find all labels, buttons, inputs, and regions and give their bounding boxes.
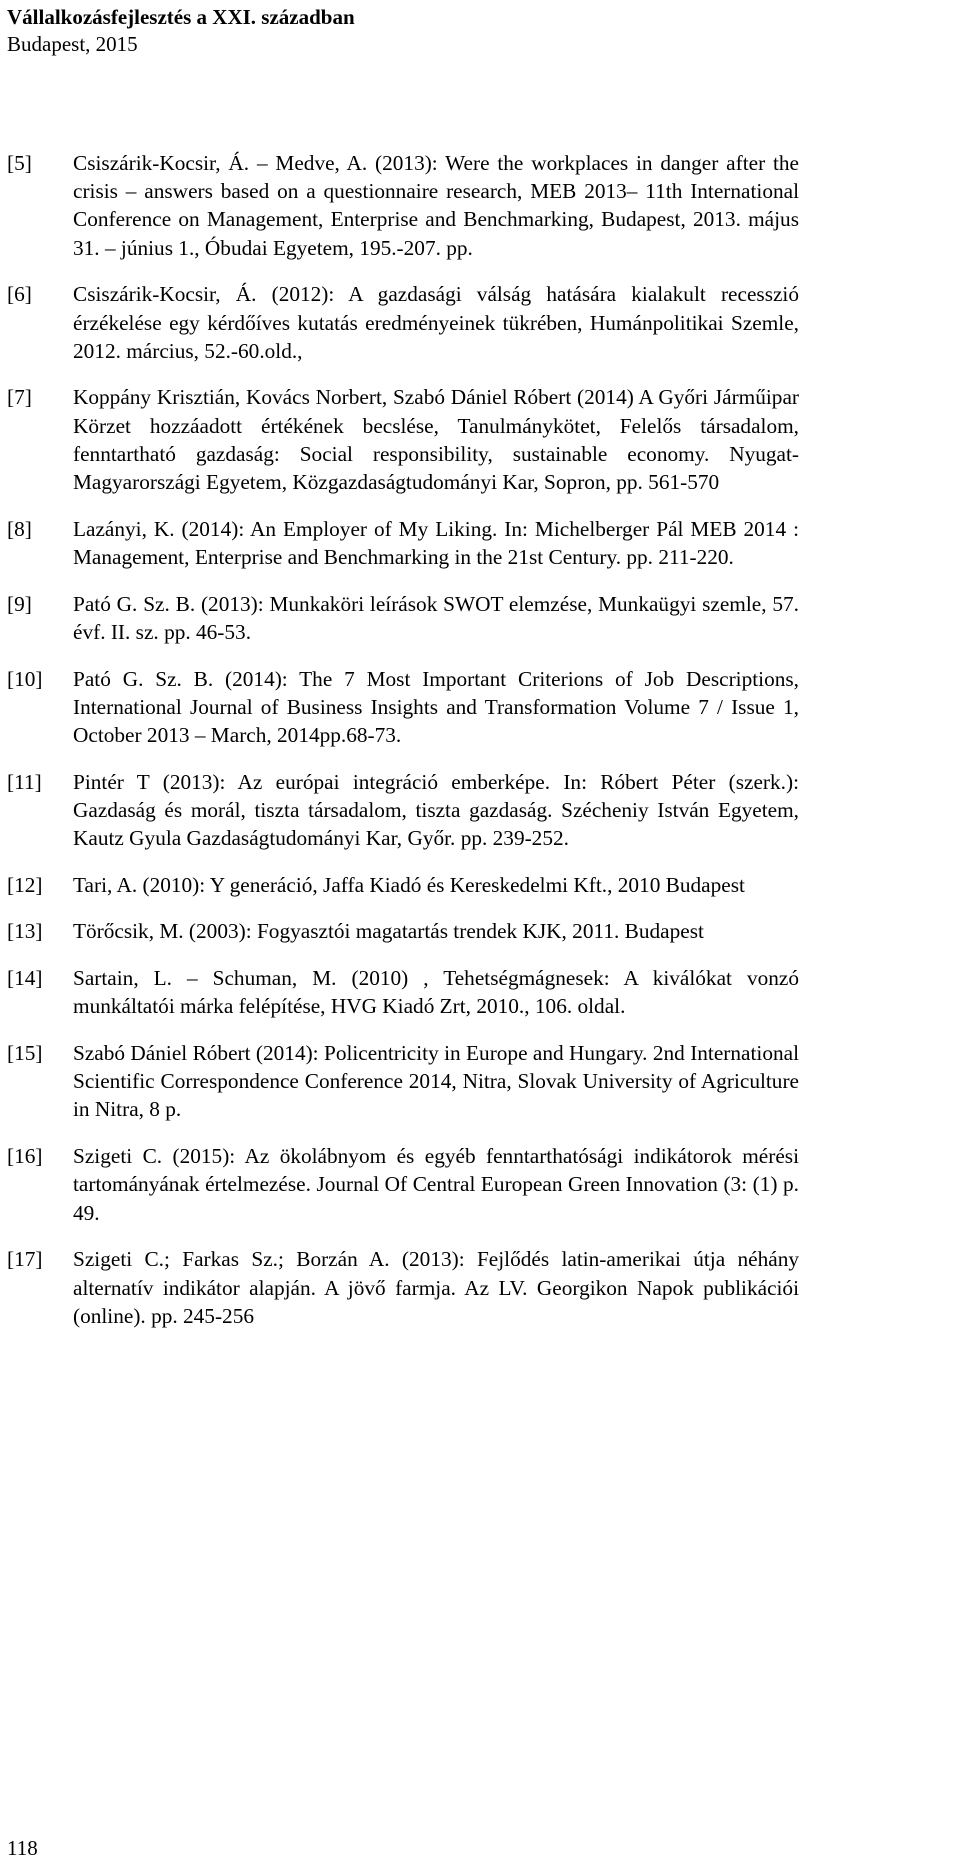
header-subtitle: Budapest, 2015: [7, 32, 138, 56]
page-header: [7, 4, 355, 58]
reference-number: [12]: [7, 872, 43, 897]
reference-number: [13]: [7, 919, 43, 944]
reference-text: Törőcsik, M. (2003): Fogyasztói magatartás trendek KJK, 2011. Budapest: [73, 919, 704, 944]
reference-number: [10]: [7, 666, 43, 691]
reference-item: [7, 1039, 799, 1124]
reference-number: [15]: [7, 1041, 43, 1066]
reference-text: Lazányi, K. (2014): An Employer of My Liking. In: Michelberger Pál MEB 2014 : Management, Enterprise and Benchmarking in the 21st Century. pp. 211-220.: [73, 516, 799, 569]
reference-number: [5]: [7, 151, 32, 175]
header-title: Vállalkozásfejlesztés a XXI. században: [7, 5, 355, 29]
page-number: 118: [7, 1836, 38, 1860]
reference-item: [7, 590, 799, 646]
reference-number: [17]: [7, 1247, 43, 1272]
reference-item: [7, 280, 799, 365]
reference-item: [7, 149, 799, 262]
reference-number: [8]: [7, 516, 32, 541]
reference-text: Szigeti C. (2015): Az ökolábnyom és egyéb fenntarthatósági indikátorok mérési tartományának értelmezése. Journal Of Central European Green Innovation (3: (1) p. 49.: [73, 1144, 799, 1225]
reference-text: Pató G. Sz. B. (2014): The 7 Most Important Criterions of Job Descriptions, International Journal of Business Insights and Transformation Volume 7 / Issue 1, October 2013 – March, 2014pp.68-73.: [73, 666, 799, 747]
reference-item: [7, 1245, 799, 1330]
reference-text: Pintér T (2013): Az európai integráció emberképe. In: Róbert Péter (szerk.): Gazdaság és morál, tiszta társadalom, tiszta gazdaság. Szécheniy István Egyetem, Kautz Gyula Gazdaságtudományi Kar, Győr. pp. 239-252.: [73, 769, 799, 851]
reference-text: Tari, A. (2010): Y generáció, Jaffa Kiadó és Kereskedelmi Kft., 2010 Budapest: [73, 872, 745, 897]
reference-number: [7]: [7, 385, 32, 410]
reference-number: [9]: [7, 591, 32, 616]
reference-item: [7, 1142, 799, 1227]
reference-text: Pató G. Sz. B. (2013): Munkaköri leírások SWOT elemzése, Munkaügyi szemle, 57. évf. II. sz. pp. 46-53.: [73, 591, 799, 644]
reference-number: [14]: [7, 966, 43, 991]
reference-list: [7, 149, 799, 1348]
reference-number: [6]: [7, 282, 32, 307]
reference-number: [16]: [7, 1144, 43, 1169]
reference-text: Szabó Dániel Róbert (2014): Policentricity in Europe and Hungary. 2nd International Scientific Correspondence Conference 2014, Nitra, Slovak University of Agriculture in Nitra, 8 p.: [73, 1041, 799, 1122]
reference-item: [7, 665, 799, 750]
reference-text: Szigeti C.; Farkas Sz.; Borzán A. (2013): Fejlődés latin-amerikai útja néhány alternatív indikátor alapján. A jövő farmja. Az LV. Georgikon Napok publikációi (online). pp. 245-256: [73, 1247, 799, 1328]
reference-text: Sartain, L. – Schuman, M. (2010) , Tehetségmágnesek: A kiválókat vonzó munkáltatói márka felépítése, HVG Kiadó Zrt, 2010., 106. oldal.: [73, 966, 799, 1019]
reference-text: Csiszárik-Kocsir, Á. – Medve, A. (2013): Were the workplaces in danger after the crisis – answers based on a questionnaire research, MEB 2013– 11th International Conference on Management, Enterprise and Benchmarking, Budapest, 2013. május 31. – június 1., Óbudai Egyetem, 195.-207. pp.: [73, 151, 799, 260]
reference-text: Csiszárik-Kocsir, Á. (2012): A gazdasági válság hatására kialakult recesszió érzékelése egy kérdőíves kutatás eredményeinek tükrében, Humánpolitikai Szemle, 2012. március, 52.-60.old.,: [73, 282, 799, 363]
reference-item: [7, 964, 799, 1020]
reference-number: [11]: [7, 769, 42, 794]
reference-item: [7, 383, 799, 496]
reference-item: [7, 917, 799, 945]
reference-text: Koppány Krisztián, Kovács Norbert, Szabó Dániel Róbert (2014) A Győri Járműipar Körzet hozzáadott értékének becslése, Tanulmánykötet, Felelős társadalom, fenntartható gazdaság: Social responsibility, sustainable economy. Nyugat-Magyarországi Egyetem, Közgazdaságtudományi Kar, Sopron, pp. 561-570: [73, 385, 799, 495]
reference-item: [7, 768, 799, 853]
reference-item: [7, 515, 799, 571]
reference-item: [7, 871, 799, 899]
